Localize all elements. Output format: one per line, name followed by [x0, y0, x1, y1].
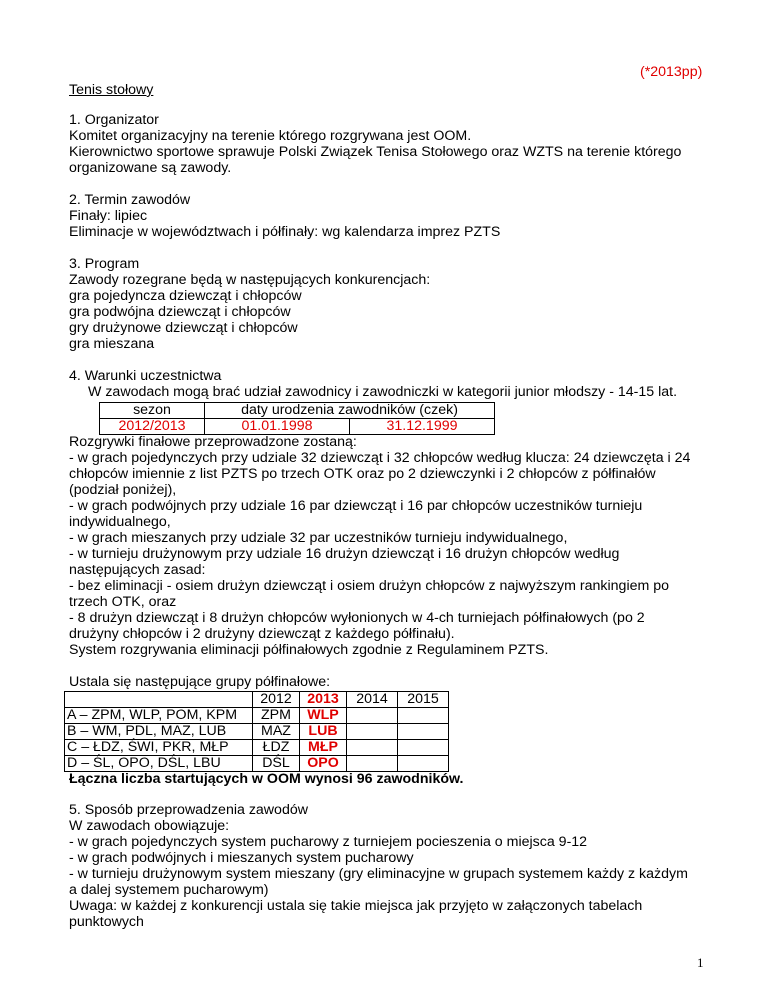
group-2013: WLP	[300, 708, 347, 724]
groups-header-blank	[65, 692, 253, 708]
s4-line: - bez eliminacji - osiem drużyn dziewcząt i osiem drużyn chłopców z najwyższym rankingiem po	[69, 578, 670, 594]
group-2012: MAZ	[253, 724, 300, 740]
s3-line: gra pojedyncza dziewcząt i chłopców	[69, 288, 302, 304]
s4-line: (podział poniżej),	[69, 482, 177, 498]
group-2014	[347, 740, 398, 756]
season-value: 2012/2013	[100, 419, 205, 435]
season-header: sezon	[100, 403, 205, 419]
year-2015: 2015	[398, 692, 449, 708]
s3-line: gra podwójna dziewcząt i chłopców	[69, 304, 291, 320]
s2-line: Eliminacje w województwach i półfinały: wg kalendarza imprez PZTS	[69, 224, 501, 240]
table-row	[65, 740, 449, 756]
s4-line: - w turnieju drużynowym przy udziale 16 drużyn dziewcząt i 16 drużyn chłopców według	[69, 546, 620, 562]
s4-line: chłopców imiennie z list PZTS po trzech OTK oraz po 2 dziewczynki i 2 chłopców z półfinałów	[69, 466, 656, 482]
s4-line: drużyny chłopców i 2 drużyny dziewcząt z każdego półfinału).	[69, 626, 455, 642]
groups-intro: Ustala się następujące grupy półfinałowe:	[69, 674, 331, 690]
s4-line: - w grach mieszanych przy udziale 32 par uczestników turnieju indywidualnego,	[69, 530, 568, 546]
s5-line: - w grach podwójnych i mieszanych system pucharowy	[69, 850, 414, 866]
group-2015	[398, 756, 449, 772]
year-2012: 2012	[253, 692, 300, 708]
s5-line: - w grach pojedynczych system pucharowy z turniejem pocieszenia o miejsca 9-12	[69, 834, 588, 850]
s4-line: indywidualnego,	[69, 514, 171, 530]
group-2013: LUB	[300, 724, 347, 740]
group-2012: DŚL	[253, 756, 300, 772]
s1-line: organizowane są zawody.	[69, 160, 232, 176]
s4-line: trzech OTK, oraz	[69, 594, 177, 610]
s5-line: - w turnieju drużynowym system mieszany (gry eliminacyjne w grupach systemem każdy z każdym	[69, 866, 688, 882]
table-row	[65, 756, 449, 772]
date-to: 31.12.1999	[350, 419, 495, 435]
dates-header: daty urodzenia zawodników (czek)	[205, 403, 495, 419]
year-2014: 2014	[347, 692, 398, 708]
s4-intro: W zawodach mogą brać udział zawodnicy i zawodniczki w kategorii junior młodszy - 14-15 lat.	[88, 384, 678, 400]
table-row	[65, 724, 449, 740]
group-label: B – WM, PDL, MAZ, LUB	[65, 724, 253, 740]
group-2015	[398, 708, 449, 724]
s2-line: Finały: lipiec	[69, 208, 148, 224]
group-2014	[347, 724, 398, 740]
group-2012: ZPM	[253, 708, 300, 724]
total-participants: Łączna liczba startujących w OOM wynosi 96 zawodników.	[69, 771, 464, 787]
s5-line: a dalej systemem pucharowym)	[69, 882, 269, 898]
s4-line: System rozgrywania eliminacji półfinałowych zgodnie z Regulaminem PZTS.	[69, 642, 549, 658]
groups-table	[64, 691, 449, 772]
group-2013: OPO	[300, 756, 347, 772]
s3-line: gry drużynowe dziewcząt i chłopców	[69, 320, 298, 336]
s4-line: - w grach pojedynczych przy udziale 32 dziewcząt i 32 chłopców według klucza: 24 dziewczęta i 24	[69, 450, 691, 466]
code-tag: (*2013pp)	[640, 64, 703, 80]
s4-line: Rozgrywki finałowe przeprowadzone zostaną:	[69, 434, 357, 450]
group-2013: MŁP	[300, 740, 347, 756]
document-title: Tenis stołowy	[69, 82, 154, 98]
year-2013: 2013	[300, 692, 347, 708]
s1-heading: 1. Organizator	[69, 112, 159, 128]
page-number: 1	[697, 955, 704, 970]
s3-line: gra mieszana	[69, 336, 155, 352]
s5-line: Uwaga: w każdej z konkurencji ustala się takie miejsca jak przyjęto w załączonych tabelach	[69, 898, 643, 914]
group-label: D – ŚL, OPO, DŚL, LBU	[65, 756, 253, 772]
s4-heading: 4. Warunki uczestnictwa	[69, 368, 222, 384]
s1-line: Kierownictwo sportowe sprawuje Polski Związek Tenisa Stołowego oraz WZTS na terenie którego	[69, 144, 682, 160]
group-2014	[347, 756, 398, 772]
table-row	[65, 708, 449, 724]
s5-line: W zawodach obowiązuje:	[69, 818, 230, 834]
s1-line: Komitet organizacyjny na terenie którego rozgrywana jest OOM.	[69, 128, 472, 144]
group-label: C – ŁDZ, ŚWI, PKR, MŁP	[65, 740, 253, 756]
s4-line: następujących zasad:	[69, 562, 206, 578]
group-label: A – ZPM, WLP, POM, KPM	[65, 708, 253, 724]
s4-line: - w grach podwójnych przy udziale 16 par dziewcząt i 16 par chłopców uczestników turnieju	[69, 498, 643, 514]
season-table	[99, 402, 495, 435]
date-from: 01.01.1998	[205, 419, 350, 435]
group-2012: ŁDZ	[253, 740, 300, 756]
group-2015	[398, 724, 449, 740]
group-2015	[398, 740, 449, 756]
s3-line: Zawody rozegrane będą w następujących konkurencjach:	[69, 272, 431, 288]
s4-line: - 8 drużyn dziewcząt i 8 drużyn chłopców wyłonionych w 4-ch turniejach półfinałowych (po 2	[69, 610, 645, 626]
s2-heading: 2. Termin zawodów	[69, 192, 191, 208]
group-2014	[347, 708, 398, 724]
s5-heading: 5. Sposób przeprowadzenia zawodów	[69, 802, 308, 818]
s5-line: punktowych	[69, 914, 144, 930]
s3-heading: 3. Program	[69, 256, 140, 272]
